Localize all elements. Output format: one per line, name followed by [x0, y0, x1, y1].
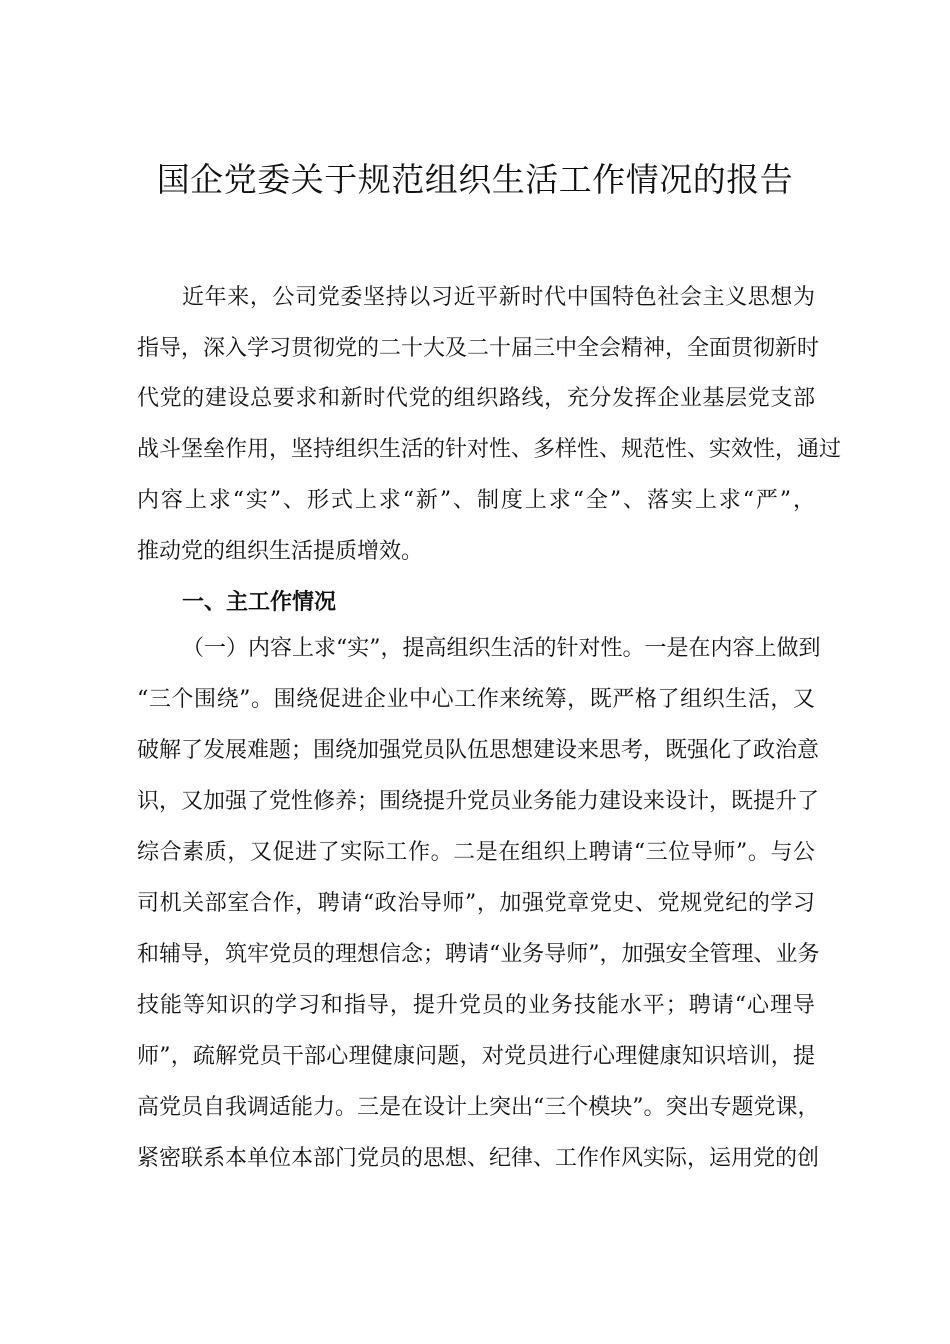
- intro-line: 战斗堡垒作用，坚持组织生活的针对性、多样性、规范性、实效性，通过: [137, 437, 842, 462]
- intro-line: 代党的建设总要求和新时代党的组织路线，充分发挥企业基层党支部: [137, 386, 815, 411]
- section-line: （一）内容上求“实”，提高组织生活的针对性。一是在内容上做到: [182, 636, 821, 661]
- intro-line: 内容上求“实”、形式上求“新”、制度上求“全”、落实上求“严”，: [137, 488, 815, 513]
- intro-line: 指导，深入学习贯彻党的二十大及二十届三中全会精神，全面贯彻新时: [137, 336, 820, 361]
- section-line: 紧密联系本单位本部门党员的思想、纪律、工作作风实际，运用党的创: [137, 1146, 820, 1171]
- section-line: 和辅导，筑牢党员的理想信念；聘请“业务导师”，加强安全管理、业务: [137, 942, 820, 967]
- intro-line: 近年来，公司党委坚持以习近平新时代中国特色社会主义思想为: [182, 285, 815, 310]
- document-title: 国企党委关于规范组织生活工作情况的报告: [156, 160, 794, 200]
- section-line: 识，又加强了党性修养；围绕提升党员业务能力建设来设计，既提升了: [137, 789, 820, 814]
- section-line: “三个围绕”。围绕促进企业中心工作来统筹，既严格了组织生活，又: [137, 687, 815, 712]
- section-line: 技能等知识的学习和指导，提升党员的业务技能水平；聘请“心理导: [137, 993, 815, 1018]
- section-line: 综合素质，又促进了实际工作。二是在组织上聘请“三位导师”。与公: [137, 840, 815, 865]
- section-line: 师”，疏解党员干部心理健康问题，对党员进行心理健康知识培训，提: [137, 1044, 815, 1069]
- intro-line: 推动党的组织生活提质增效。: [137, 539, 424, 564]
- section-line: 破解了发展难题；围绕加强党员队伍思想建设来思考，既强化了政治意: [137, 738, 820, 763]
- section-line: 高党员自我调适能力。三是在设计上突出“三个模块”。突出专题党课，: [137, 1095, 820, 1120]
- section-heading: 一、主工作情况: [182, 589, 337, 615]
- section-line: 司机关部室合作，聘请“政治导师”，加强党章党史、党规党纪的学习: [137, 891, 815, 916]
